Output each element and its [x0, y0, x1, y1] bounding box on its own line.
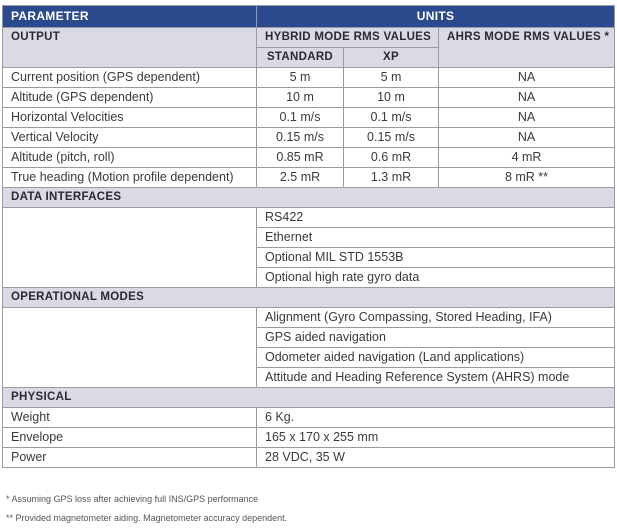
- physical-value: 28 VDC, 35 W: [257, 448, 615, 468]
- interface-item: Optional high rate gyro data: [257, 268, 615, 288]
- row-name: True heading (Motion profile dependent): [3, 168, 257, 188]
- table-row: [3, 148, 615, 168]
- data-interfaces-label: DATA INTERFACES: [3, 188, 615, 208]
- xp-value: 0.1 m/s: [344, 108, 439, 128]
- mode-item: GPS aided navigation: [257, 328, 615, 348]
- table-row: [3, 308, 615, 328]
- mode-item: Odometer aided navigation (Land applications): [257, 348, 615, 368]
- ahrs-value: NA: [439, 68, 615, 88]
- standard-value: 0.85 mR: [257, 148, 344, 168]
- standard-header: STANDARD: [257, 48, 344, 68]
- table-row: [3, 108, 615, 128]
- data-interfaces-header-row: [3, 188, 615, 208]
- xp-value: 0.15 m/s: [344, 128, 439, 148]
- parameter-header: PARAMETER: [3, 6, 257, 28]
- interface-item: Ethernet: [257, 228, 615, 248]
- units-header: UNITS: [257, 6, 615, 28]
- physical-header-row: [3, 388, 615, 408]
- xp-value: 0.6 mR: [344, 148, 439, 168]
- table-row: [3, 128, 615, 148]
- footnote-1: * Assuming GPS loss after achieving full INS/GPS performance: [6, 494, 259, 504]
- table-row: [3, 168, 615, 188]
- ahrs-value: 4 mR: [439, 148, 615, 168]
- header-row: [3, 6, 615, 28]
- table-row: [3, 88, 615, 108]
- table-row: [3, 408, 615, 428]
- interface-item: RS422: [257, 208, 615, 228]
- output-section-label: OUTPUT: [3, 28, 257, 68]
- physical-value: 6 Kg.: [257, 408, 615, 428]
- xp-value: 5 m: [344, 68, 439, 88]
- hybrid-mode-header: HYBRID MODE RMS VALUES: [257, 28, 439, 48]
- ahrs-value: NA: [439, 108, 615, 128]
- standard-value: 0.15 m/s: [257, 128, 344, 148]
- standard-value: 10 m: [257, 88, 344, 108]
- row-name: Current position (GPS dependent): [3, 68, 257, 88]
- mode-item: Alignment (Gyro Compassing, Stored Heading, IFA): [257, 308, 615, 328]
- row-name: Altitude (GPS dependent): [3, 88, 257, 108]
- row-name: Altitude (pitch, roll): [3, 148, 257, 168]
- ahrs-mode-header: AHRS MODE RMS VALUES *: [439, 28, 615, 68]
- ahrs-value: NA: [439, 88, 615, 108]
- xp-header: XP: [344, 48, 439, 68]
- ahrs-value: NA: [439, 128, 615, 148]
- table-row: [3, 208, 615, 228]
- table-row: [3, 448, 615, 468]
- standard-value: 2.5 mR: [257, 168, 344, 188]
- standard-value: 0.1 m/s: [257, 108, 344, 128]
- physical-value: 165 x 170 x 255 mm: [257, 428, 615, 448]
- operational-modes-header-row: [3, 288, 615, 308]
- row-name: Weight: [3, 408, 257, 428]
- output-header-row: [3, 28, 615, 48]
- blank-cell: [3, 308, 257, 388]
- row-name: Power: [3, 448, 257, 468]
- spec-table: [2, 5, 615, 468]
- physical-label: PHYSICAL: [3, 388, 615, 408]
- xp-value: 10 m: [344, 88, 439, 108]
- operational-modes-label: OPERATIONAL MODES: [3, 288, 615, 308]
- interface-item: Optional MIL STD 1553B: [257, 248, 615, 268]
- ahrs-value: 8 mR **: [439, 168, 615, 188]
- standard-value: 5 m: [257, 68, 344, 88]
- table-row: [3, 428, 615, 448]
- footnote-2: ** Provided magnetometer aiding. Magnetometer accuracy dependent.: [6, 513, 288, 523]
- xp-value: 1.3 mR: [344, 168, 439, 188]
- row-name: Vertical Velocity: [3, 128, 257, 148]
- blank-cell: [3, 208, 257, 288]
- mode-item: Attitude and Heading Reference System (AHRS) mode: [257, 368, 615, 388]
- row-name: Envelope: [3, 428, 257, 448]
- table-row: [3, 68, 615, 88]
- row-name: Horizontal Velocities: [3, 108, 257, 128]
